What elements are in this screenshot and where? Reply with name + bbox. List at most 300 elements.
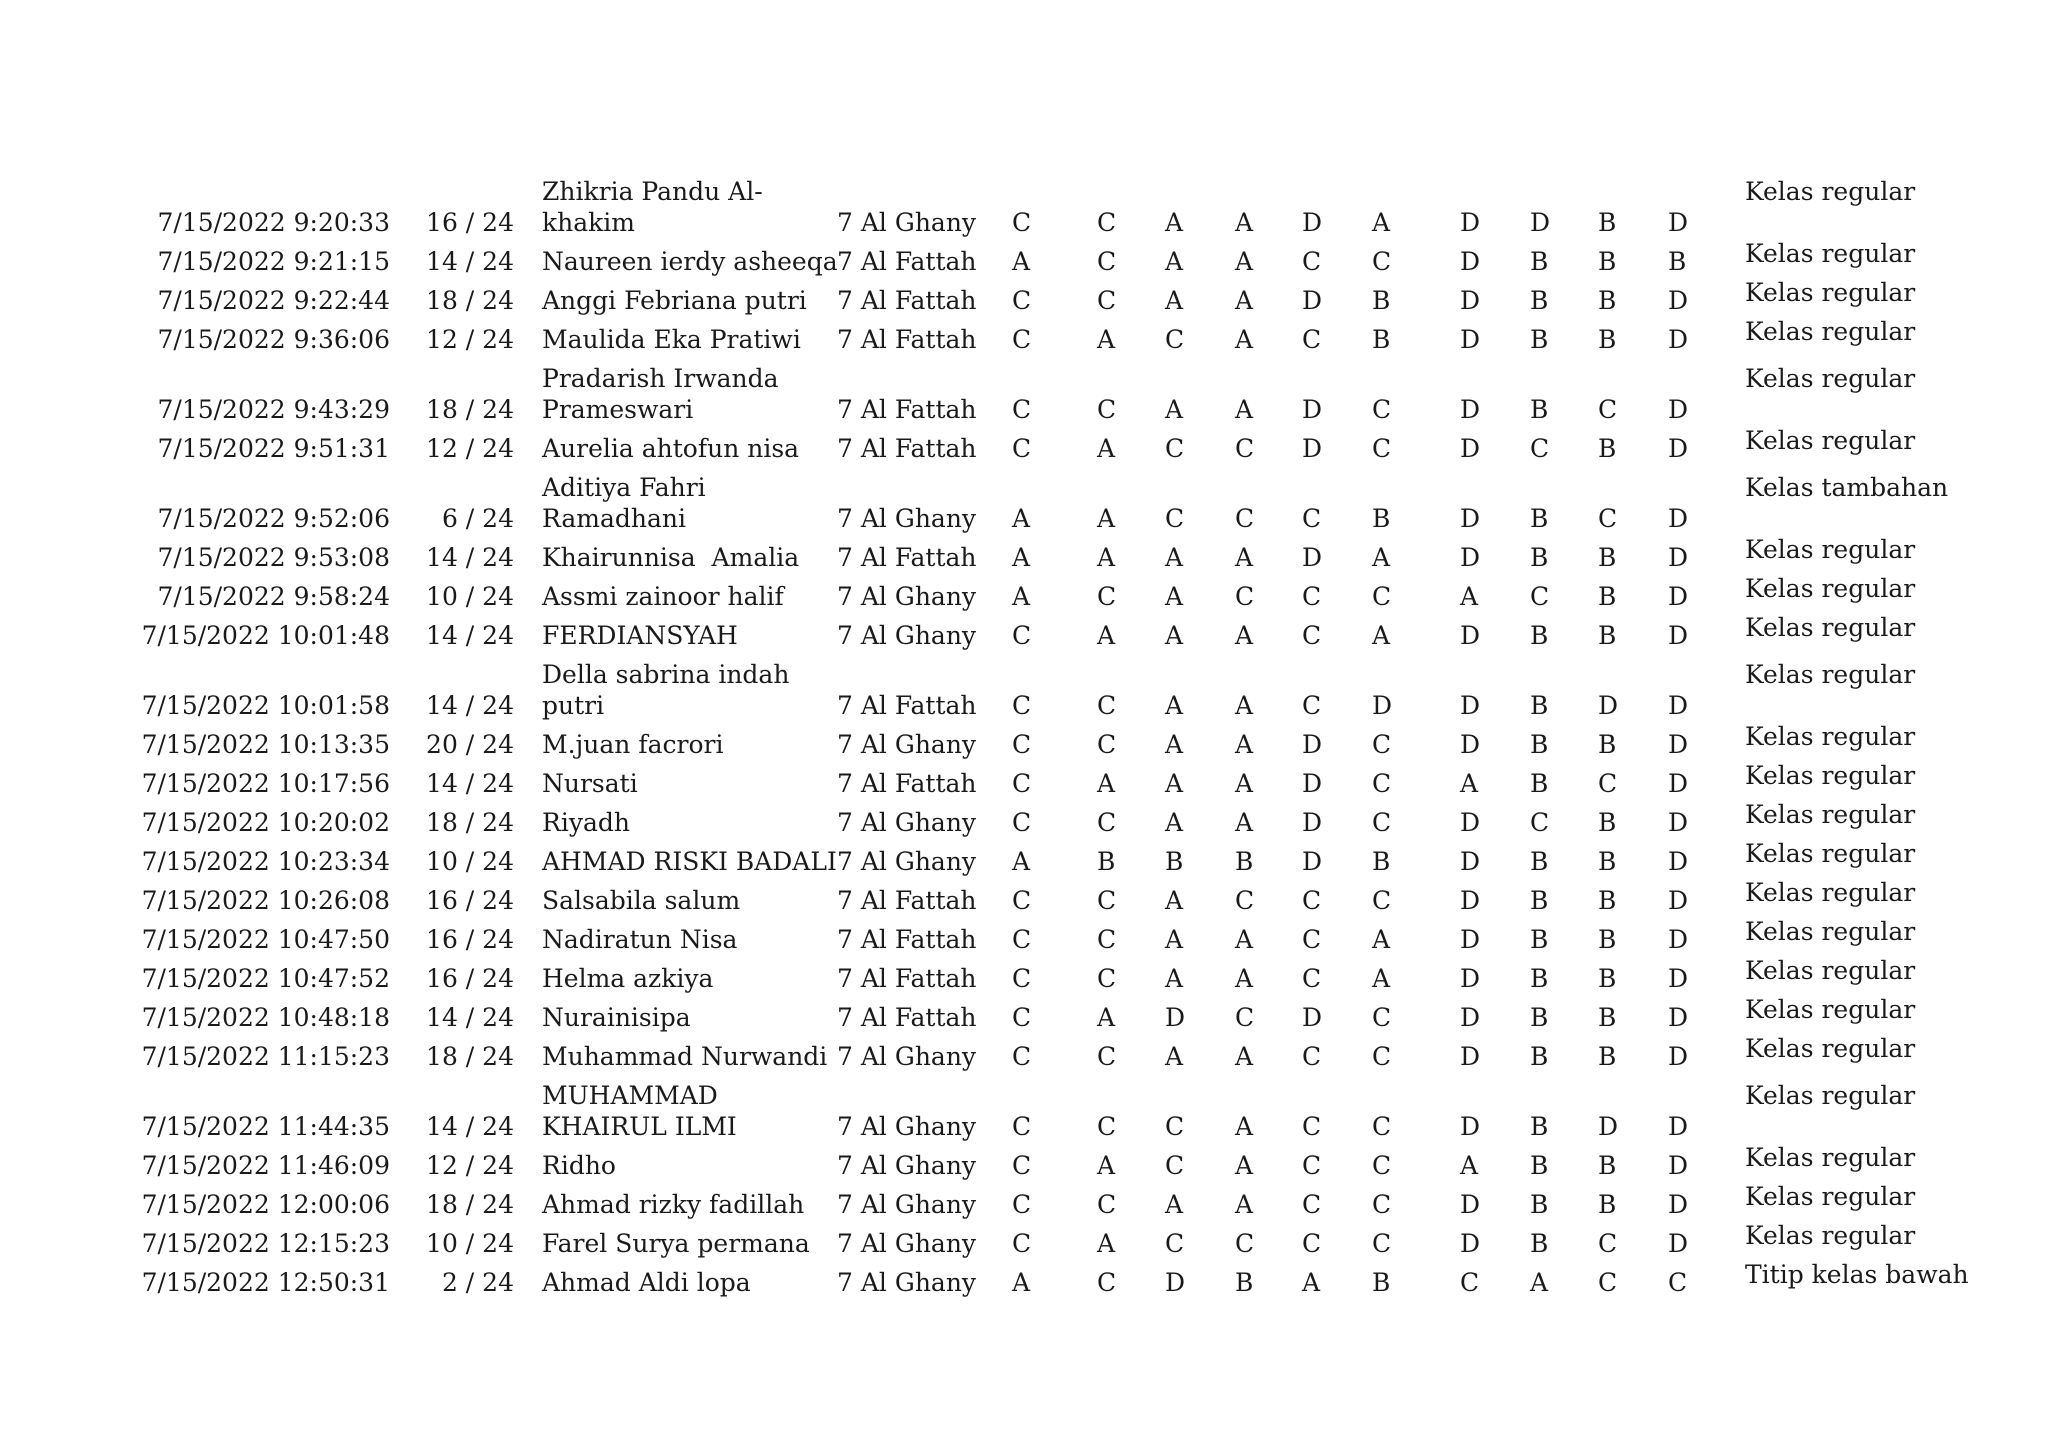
answer-cell-10: D — [1668, 543, 1689, 572]
answer-cell-1: C — [1012, 691, 1032, 720]
answer-cell-1: C — [1012, 1190, 1032, 1219]
timestamp-cell: 7/15/2022 9:58:24 — [157, 582, 390, 611]
answer-cell-1: A — [1012, 504, 1031, 533]
answer-cell-10: D — [1668, 582, 1689, 611]
answer-cell-10: D — [1668, 395, 1689, 424]
answer-cell-3: A — [1165, 395, 1184, 424]
answer-cell-10: D — [1668, 1003, 1689, 1032]
timestamp-cell: 7/15/2022 12:50:31 — [141, 1268, 390, 1297]
name-cell: Maulida Eka Pratiwi — [542, 325, 801, 354]
name-cell: Khairunnisa Amalia — [542, 543, 800, 572]
answer-cell-6: C — [1372, 434, 1392, 463]
answer-cell-6: C — [1372, 1151, 1392, 1180]
answer-cell-2: C — [1097, 1190, 1117, 1219]
answer-cell-7: D — [1460, 1042, 1481, 1071]
answer-cell-7: D — [1460, 1190, 1481, 1219]
answer-cell-10: D — [1668, 886, 1689, 915]
answer-cell-7: D — [1460, 691, 1481, 720]
answer-cell-4: A — [1235, 247, 1254, 276]
timestamp-cell: 7/15/2022 10:23:34 — [141, 847, 390, 876]
score-cell: 6 / 24 — [441, 504, 514, 533]
answer-cell-3: A — [1165, 286, 1184, 315]
class-cell: 7 Al Fattah — [837, 543, 977, 572]
answer-cell-8: B — [1530, 1190, 1549, 1219]
table-row — [0, 1080, 2048, 1150]
answer-cell-8: C — [1530, 582, 1550, 611]
answer-cell-3: A — [1165, 1042, 1184, 1071]
answer-cell-6: D — [1372, 691, 1393, 720]
name-cell: Aditiya Fahri Ramadhani — [542, 473, 706, 533]
answer-cell-1: A — [1012, 247, 1031, 276]
answer-cell-10: B — [1668, 247, 1687, 276]
answer-cell-8: B — [1530, 847, 1549, 876]
name-cell: Ahmad rizky fadillah — [542, 1190, 805, 1219]
answer-cell-6: C — [1372, 1112, 1392, 1141]
answer-cell-9: C — [1598, 1268, 1618, 1297]
answer-cell-2: C — [1097, 691, 1117, 720]
answer-cell-8: B — [1530, 1112, 1549, 1141]
answer-cell-4: C — [1235, 504, 1255, 533]
answer-cell-8: B — [1530, 286, 1549, 315]
answer-cell-5: C — [1302, 1112, 1322, 1141]
answer-cell-9: B — [1598, 621, 1617, 650]
answer-cell-8: B — [1530, 1003, 1549, 1032]
answer-cell-9: C — [1598, 769, 1618, 798]
answer-cell-8: B — [1530, 395, 1549, 424]
timestamp-cell: 7/15/2022 9:53:08 — [157, 543, 390, 572]
answer-cell-10: D — [1668, 964, 1689, 993]
answer-cell-2: A — [1097, 543, 1116, 572]
table-row — [0, 1143, 2048, 1189]
answer-cell-5: C — [1302, 325, 1322, 354]
table-row — [0, 613, 2048, 659]
answer-cell-9: C — [1598, 504, 1618, 533]
table-row — [0, 995, 2048, 1041]
answer-cell-8: B — [1530, 504, 1549, 533]
answer-cell-8: B — [1530, 1229, 1549, 1258]
answer-cell-1: C — [1012, 325, 1032, 354]
answer-cell-1: C — [1012, 964, 1032, 993]
answer-cell-7: D — [1460, 395, 1481, 424]
timestamp-cell: 7/15/2022 10:01:48 — [141, 621, 390, 650]
name-cell: MUHAMMAD KHAIRUL ILMI — [542, 1081, 737, 1141]
answer-cell-6: C — [1372, 730, 1392, 759]
table-row — [0, 363, 2048, 433]
timestamp-cell: 7/15/2022 12:00:06 — [141, 1190, 390, 1219]
answer-cell-2: C — [1097, 964, 1117, 993]
answer-cell-4: A — [1235, 325, 1254, 354]
timestamp-cell: 7/15/2022 9:21:15 — [157, 247, 390, 276]
timestamp-cell: 7/15/2022 10:26:08 — [141, 886, 390, 915]
answer-cell-3: A — [1165, 886, 1184, 915]
answer-cell-7: D — [1460, 925, 1481, 954]
answer-cell-3: C — [1165, 1151, 1185, 1180]
timestamp-cell: 7/15/2022 10:47:52 — [141, 964, 390, 993]
answer-cell-9: B — [1598, 808, 1617, 837]
answer-cell-6: C — [1372, 1042, 1392, 1071]
answer-cell-8: B — [1530, 325, 1549, 354]
class-cell: 7 Al Fattah — [837, 769, 977, 798]
answer-cell-9: B — [1598, 434, 1617, 463]
name-cell: M.juan facrori — [542, 730, 724, 759]
answer-cell-4: C — [1235, 582, 1255, 611]
note-cell: Kelas regular — [1745, 800, 1916, 829]
answer-cell-3: A — [1165, 208, 1184, 237]
timestamp-cell: 7/15/2022 10:01:58 — [141, 691, 390, 720]
answer-cell-5: D — [1302, 769, 1323, 798]
table-row — [0, 800, 2048, 846]
answer-cell-9: D — [1598, 691, 1619, 720]
answer-cell-3: C — [1165, 504, 1185, 533]
answer-cell-8: B — [1530, 730, 1549, 759]
answer-cell-3: A — [1165, 543, 1184, 572]
answer-cell-6: A — [1372, 621, 1391, 650]
answer-cell-10: D — [1668, 1229, 1689, 1258]
name-cell: Salsabila salum — [542, 886, 741, 915]
answer-cell-6: C — [1372, 769, 1392, 798]
answer-cell-1: C — [1012, 886, 1032, 915]
score-cell: 16 / 24 — [426, 208, 514, 237]
answer-cell-9: B — [1598, 886, 1617, 915]
answer-cell-8: B — [1530, 925, 1549, 954]
answer-cell-2: A — [1097, 1151, 1116, 1180]
note-cell: Kelas regular — [1745, 1182, 1916, 1211]
answer-cell-6: A — [1372, 925, 1391, 954]
answer-cell-5: A — [1302, 1268, 1321, 1297]
answer-cell-2: C — [1097, 395, 1117, 424]
answer-cell-4: A — [1235, 1112, 1254, 1141]
answer-cell-7: D — [1460, 504, 1481, 533]
score-cell: 14 / 24 — [426, 247, 514, 276]
note-cell: Kelas regular — [1745, 1143, 1916, 1172]
answer-cell-9: B — [1598, 925, 1617, 954]
answer-cell-7: D — [1460, 808, 1481, 837]
answer-cell-5: C — [1302, 621, 1322, 650]
score-cell: 16 / 24 — [426, 886, 514, 915]
answer-cell-4: B — [1235, 1268, 1254, 1297]
note-cell: Kelas regular — [1745, 613, 1916, 642]
timestamp-cell: 7/15/2022 10:47:50 — [141, 925, 390, 954]
answer-cell-6: C — [1372, 395, 1392, 424]
class-cell: 7 Al Fattah — [837, 247, 977, 276]
note-cell: Kelas regular — [1745, 426, 1916, 455]
table-row — [0, 176, 2048, 246]
answer-cell-4: C — [1235, 434, 1255, 463]
note-cell: Kelas regular — [1745, 761, 1916, 790]
answer-cell-5: D — [1302, 847, 1323, 876]
note-cell: Kelas regular — [1745, 364, 1916, 393]
score-cell: 14 / 24 — [426, 621, 514, 650]
score-cell: 14 / 24 — [426, 691, 514, 720]
class-cell: 7 Al Ghany — [837, 847, 977, 876]
answer-cell-6: B — [1372, 325, 1391, 354]
score-cell: 12 / 24 — [426, 1151, 514, 1180]
answer-cell-1: C — [1012, 434, 1032, 463]
answer-cell-10: D — [1668, 1112, 1689, 1141]
answer-cell-3: C — [1165, 1112, 1185, 1141]
answer-cell-2: C — [1097, 286, 1117, 315]
answer-cell-4: A — [1235, 691, 1254, 720]
score-cell: 12 / 24 — [426, 434, 514, 463]
answer-cell-4: A — [1235, 808, 1254, 837]
score-cell: 14 / 24 — [426, 1112, 514, 1141]
answer-cell-3: A — [1165, 691, 1184, 720]
answer-cell-6: B — [1372, 847, 1391, 876]
answer-cell-9: B — [1598, 543, 1617, 572]
answer-cell-7: D — [1460, 325, 1481, 354]
name-cell: Nurainisipa — [542, 1003, 691, 1032]
table-row — [0, 659, 2048, 729]
answer-cell-10: D — [1668, 208, 1689, 237]
answer-cell-5: C — [1302, 1151, 1322, 1180]
score-cell: 10 / 24 — [426, 582, 514, 611]
answer-cell-9: B — [1598, 208, 1617, 237]
answer-cell-3: C — [1165, 1229, 1185, 1258]
name-cell: AHMAD RISKI BADALI — [542, 847, 837, 876]
name-cell: Farel Surya permana — [542, 1229, 810, 1258]
class-cell: 7 Al Ghany — [837, 730, 977, 759]
class-cell: 7 Al Ghany — [837, 621, 977, 650]
answer-cell-9: C — [1598, 1229, 1618, 1258]
answer-cell-2: A — [1097, 1003, 1116, 1032]
answer-cell-6: B — [1372, 1268, 1391, 1297]
answer-cell-8: B — [1530, 1151, 1549, 1180]
answer-cell-4: A — [1235, 730, 1254, 759]
answer-cell-7: D — [1460, 1112, 1481, 1141]
answer-cell-5: D — [1302, 730, 1323, 759]
answer-cell-4: A — [1235, 395, 1254, 424]
score-cell: 14 / 24 — [426, 769, 514, 798]
note-cell: Kelas tambahan — [1745, 473, 1949, 502]
answer-cell-9: C — [1598, 395, 1618, 424]
answer-cell-8: B — [1530, 543, 1549, 572]
answer-cell-1: C — [1012, 621, 1032, 650]
answer-cell-5: C — [1302, 1190, 1322, 1219]
name-cell: Riyadh — [542, 808, 630, 837]
answer-cell-1: C — [1012, 730, 1032, 759]
answer-cell-6: A — [1372, 208, 1391, 237]
answer-cell-1: C — [1012, 1229, 1032, 1258]
answer-cell-8: B — [1530, 769, 1549, 798]
answer-cell-5: D — [1302, 208, 1323, 237]
answer-cell-3: B — [1165, 847, 1184, 876]
note-cell: Kelas regular — [1745, 1081, 1916, 1110]
answer-cell-10: D — [1668, 1190, 1689, 1219]
answer-cell-10: D — [1668, 434, 1689, 463]
answer-cell-4: A — [1235, 208, 1254, 237]
answer-cell-5: C — [1302, 582, 1322, 611]
answer-cell-1: A — [1012, 847, 1031, 876]
answer-cell-7: D — [1460, 543, 1481, 572]
answer-cell-6: C — [1372, 247, 1392, 276]
class-cell: 7 Al Fattah — [837, 925, 977, 954]
name-cell: Naureen ierdy asheeqa — [542, 247, 838, 276]
name-cell: Aurelia ahtofun nisa — [542, 434, 800, 463]
name-cell: Nursati — [542, 769, 638, 798]
score-cell: 2 / 24 — [441, 1268, 514, 1297]
answer-cell-3: D — [1165, 1003, 1186, 1032]
answer-cell-5: C — [1302, 247, 1322, 276]
answer-cell-7: D — [1460, 286, 1481, 315]
answer-cell-9: B — [1598, 847, 1617, 876]
answer-cell-7: D — [1460, 886, 1481, 915]
answer-cell-7: D — [1460, 434, 1481, 463]
answer-cell-2: A — [1097, 434, 1116, 463]
answer-cell-8: B — [1530, 1042, 1549, 1071]
answer-cell-10: D — [1668, 847, 1689, 876]
answer-cell-5: D — [1302, 808, 1323, 837]
answer-cell-2: A — [1097, 504, 1116, 533]
note-cell: Kelas regular — [1745, 239, 1916, 268]
note-cell: Kelas regular — [1745, 660, 1916, 689]
table-row — [0, 278, 2048, 324]
table-row — [0, 1034, 2048, 1080]
answer-cell-2: C — [1097, 582, 1117, 611]
note-cell: Kelas regular — [1745, 839, 1916, 868]
answer-cell-6: A — [1372, 543, 1391, 572]
answer-cell-3: A — [1165, 582, 1184, 611]
score-cell: 18 / 24 — [426, 1042, 514, 1071]
table-row — [0, 1221, 2048, 1267]
answer-cell-1: C — [1012, 286, 1032, 315]
timestamp-cell: 7/15/2022 10:17:56 — [141, 769, 390, 798]
class-cell: 7 Al Fattah — [837, 434, 977, 463]
answer-cell-2: C — [1097, 808, 1117, 837]
answer-cell-10: D — [1668, 808, 1689, 837]
answer-cell-5: D — [1302, 286, 1323, 315]
answer-cell-3: A — [1165, 964, 1184, 993]
class-cell: 7 Al Fattah — [837, 691, 977, 720]
score-cell: 18 / 24 — [426, 286, 514, 315]
answer-cell-6: B — [1372, 286, 1391, 315]
note-cell: Titip kelas bawah — [1745, 1260, 1969, 1289]
answer-cell-9: B — [1598, 1042, 1617, 1071]
answer-cell-7: A — [1460, 582, 1479, 611]
answer-cell-9: B — [1598, 1003, 1617, 1032]
class-cell: 7 Al Fattah — [837, 964, 977, 993]
answer-cell-10: D — [1668, 925, 1689, 954]
class-cell: 7 Al Ghany — [837, 808, 977, 837]
answer-cell-2: C — [1097, 886, 1117, 915]
class-cell: 7 Al Ghany — [837, 1112, 977, 1141]
table-row — [0, 917, 2048, 963]
note-cell: Kelas regular — [1745, 535, 1916, 564]
answer-cell-7: D — [1460, 847, 1481, 876]
class-cell: 7 Al Ghany — [837, 504, 977, 533]
answer-cell-4: C — [1235, 886, 1255, 915]
answer-cell-5: C — [1302, 886, 1322, 915]
answer-cell-10: C — [1668, 1268, 1688, 1297]
answer-cell-9: B — [1598, 325, 1617, 354]
table-row — [0, 878, 2048, 924]
table-row — [0, 1182, 2048, 1228]
answer-cell-6: C — [1372, 582, 1392, 611]
note-cell: Kelas regular — [1745, 278, 1916, 307]
answer-cell-8: B — [1530, 247, 1549, 276]
note-cell: Kelas regular — [1745, 995, 1916, 1024]
table-row — [0, 574, 2048, 620]
answer-cell-7: A — [1460, 1151, 1479, 1180]
answer-cell-5: C — [1302, 504, 1322, 533]
table-row — [0, 722, 2048, 768]
answer-cell-6: C — [1372, 808, 1392, 837]
timestamp-cell: 7/15/2022 10:20:02 — [141, 808, 390, 837]
timestamp-cell: 7/15/2022 9:43:29 — [157, 395, 390, 424]
answer-cell-3: A — [1165, 769, 1184, 798]
answer-cell-3: A — [1165, 730, 1184, 759]
answer-cell-2: C — [1097, 730, 1117, 759]
answer-cell-1: C — [1012, 395, 1032, 424]
timestamp-cell: 7/15/2022 10:13:35 — [141, 730, 390, 759]
answer-cell-4: A — [1235, 1042, 1254, 1071]
answer-cell-5: D — [1302, 434, 1323, 463]
answer-cell-1: C — [1012, 1112, 1032, 1141]
table-row — [0, 239, 2048, 285]
score-cell: 10 / 24 — [426, 1229, 514, 1258]
score-cell: 18 / 24 — [426, 395, 514, 424]
answer-cell-10: D — [1668, 1151, 1689, 1180]
answer-cell-4: A — [1235, 964, 1254, 993]
note-cell: Kelas regular — [1745, 1221, 1916, 1250]
answer-cell-4: A — [1235, 543, 1254, 572]
answer-cell-4: C — [1235, 1003, 1255, 1032]
score-cell: 14 / 24 — [426, 543, 514, 572]
name-cell: Helma azkiya — [542, 964, 714, 993]
answer-cell-10: D — [1668, 504, 1689, 533]
answer-cell-2: C — [1097, 1268, 1117, 1297]
class-cell: 7 Al Ghany — [837, 1268, 977, 1297]
answer-cell-10: D — [1668, 1042, 1689, 1071]
name-cell: Anggi Febriana putri — [542, 286, 807, 315]
score-cell: 16 / 24 — [426, 925, 514, 954]
answer-cell-6: C — [1372, 1229, 1392, 1258]
note-cell: Kelas regular — [1745, 574, 1916, 603]
timestamp-cell: 7/15/2022 12:15:23 — [141, 1229, 390, 1258]
timestamp-cell: 7/15/2022 9:51:31 — [157, 434, 390, 463]
answer-cell-6: B — [1372, 504, 1391, 533]
score-cell: 10 / 24 — [426, 847, 514, 876]
score-cell: 20 / 24 — [426, 730, 514, 759]
answer-cell-4: C — [1235, 1229, 1255, 1258]
answer-cell-1: C — [1012, 808, 1032, 837]
table-row — [0, 761, 2048, 807]
table-row — [0, 535, 2048, 581]
note-cell: Kelas regular — [1745, 177, 1916, 206]
answer-cell-5: D — [1302, 543, 1323, 572]
answer-cell-8: C — [1530, 808, 1550, 837]
answer-cell-9: B — [1598, 1151, 1617, 1180]
timestamp-cell: 7/15/2022 9:52:06 — [157, 504, 390, 533]
answer-cell-9: B — [1598, 1190, 1617, 1219]
answer-cell-2: A — [1097, 621, 1116, 650]
answer-cell-5: C — [1302, 1042, 1322, 1071]
answer-cell-8: B — [1530, 886, 1549, 915]
answer-cell-1: A — [1012, 1268, 1031, 1297]
score-cell: 12 / 24 — [426, 325, 514, 354]
answer-cell-2: B — [1097, 847, 1116, 876]
answer-cell-9: B — [1598, 582, 1617, 611]
name-cell: Nadiratun Nisa — [542, 925, 738, 954]
answer-cell-3: D — [1165, 1268, 1186, 1297]
answer-cell-1: C — [1012, 208, 1032, 237]
answer-cell-4: A — [1235, 1190, 1254, 1219]
score-cell: 18 / 24 — [426, 1190, 514, 1219]
answer-cell-7: D — [1460, 1229, 1481, 1258]
answer-cell-3: A — [1165, 621, 1184, 650]
table-row — [0, 317, 2048, 363]
answer-cell-2: A — [1097, 769, 1116, 798]
note-cell: Kelas regular — [1745, 917, 1916, 946]
